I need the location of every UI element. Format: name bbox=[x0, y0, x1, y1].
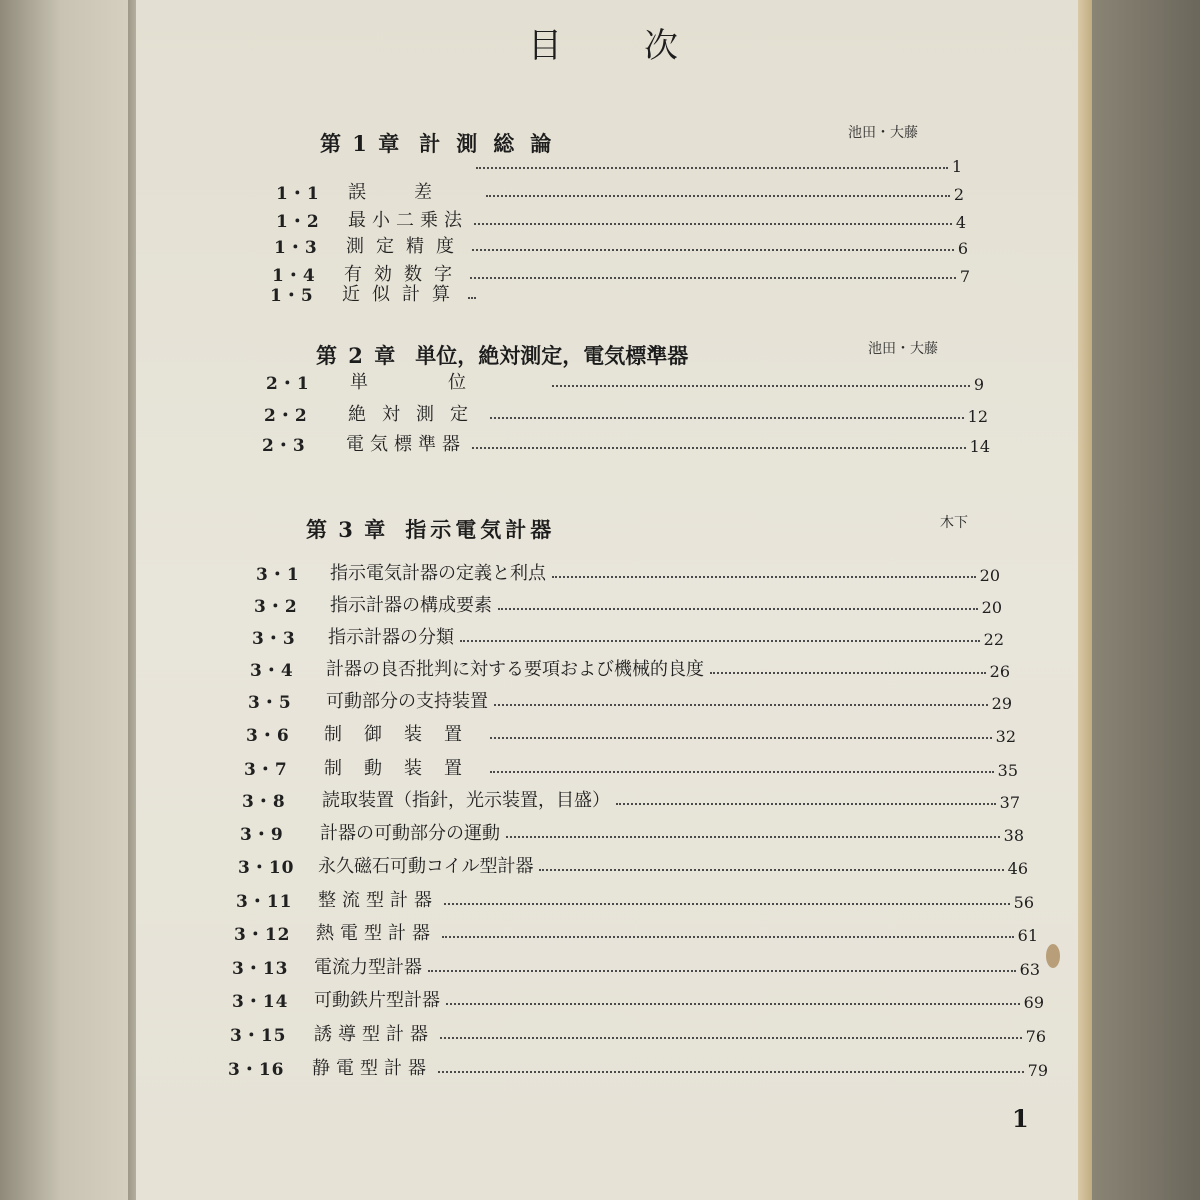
leader-dots bbox=[539, 868, 1003, 871]
page-number: 12 bbox=[967, 407, 988, 426]
leader-dots bbox=[494, 703, 988, 706]
page-number: 79 bbox=[1027, 1061, 1048, 1080]
leader-dots bbox=[490, 416, 964, 419]
page-number: 7 bbox=[959, 267, 970, 286]
page-number: 26 bbox=[989, 662, 1010, 681]
page-number: 37 bbox=[999, 793, 1020, 812]
toc-row-chapter-1-start[interactable] bbox=[470, 148, 962, 176]
section-number: 1・1 bbox=[276, 184, 320, 204]
section-number: 3・4 bbox=[250, 661, 294, 681]
leader-dots bbox=[474, 222, 952, 225]
page-number: 4 bbox=[955, 213, 966, 232]
leader-dots bbox=[498, 607, 978, 610]
toc-row[interactable] bbox=[254, 589, 1002, 617]
page-number: 61 bbox=[1017, 926, 1038, 945]
background bbox=[1092, 0, 1200, 1200]
section-title: 絶対測定 bbox=[348, 404, 484, 425]
section-number: 3・15 bbox=[230, 1026, 287, 1046]
leader-dots bbox=[552, 575, 976, 578]
chapter-title: 計測総論 bbox=[419, 131, 568, 156]
section-number: 3・11 bbox=[236, 892, 293, 912]
page-number: 63 bbox=[1019, 960, 1040, 979]
page-title: 目次 bbox=[528, 26, 760, 66]
leader-dots bbox=[486, 194, 950, 197]
toc-row[interactable] bbox=[250, 653, 1010, 681]
page-number: 29 bbox=[991, 694, 1012, 713]
leader-dots bbox=[476, 166, 948, 169]
toc-row[interactable] bbox=[270, 278, 480, 306]
toc-row[interactable] bbox=[246, 718, 1016, 746]
section-title: 読取装置（指針，光示装置，目盛） bbox=[322, 790, 610, 811]
section-title: 指示電気計器の定義と利点 bbox=[330, 563, 546, 584]
section-number: 1・2 bbox=[276, 212, 320, 232]
section-number: 3・7 bbox=[244, 760, 288, 780]
toc-row[interactable] bbox=[232, 984, 1044, 1012]
leader-dots bbox=[446, 1002, 1020, 1005]
section-number: 2・3 bbox=[262, 436, 306, 456]
leader-dots bbox=[616, 802, 996, 805]
section-title: 静電型計器 bbox=[312, 1058, 432, 1079]
page-number: 14 bbox=[969, 437, 990, 456]
section-title: 可動鉄片型計器 bbox=[314, 990, 440, 1011]
toc-row[interactable] bbox=[234, 917, 1038, 945]
toc-row[interactable] bbox=[252, 621, 1004, 649]
toc-row[interactable] bbox=[232, 951, 1040, 979]
page-number: 6 bbox=[957, 239, 968, 258]
leader-dots bbox=[472, 446, 966, 449]
page-number: 22 bbox=[983, 630, 1004, 649]
section-number: 2・1 bbox=[266, 374, 310, 394]
chapter-title: 単位，絶対測定，電気標準器 bbox=[415, 343, 689, 368]
page-edge bbox=[1078, 0, 1092, 1200]
section-title: 誘導型計器 bbox=[314, 1024, 434, 1045]
leader-dots bbox=[710, 671, 986, 674]
leader-dots bbox=[440, 1036, 1022, 1039]
chapter-number: 第 1 章 bbox=[320, 131, 402, 156]
toc-row[interactable] bbox=[276, 204, 966, 232]
chapter-2-author: 池田・大藤 bbox=[868, 341, 938, 357]
section-number: 3・13 bbox=[232, 959, 289, 979]
toc-row[interactable] bbox=[256, 557, 1000, 585]
section-title: 近似計算 bbox=[342, 284, 462, 305]
page-folio: 1 bbox=[1012, 1104, 1029, 1133]
page-number: 9 bbox=[973, 375, 984, 394]
section-title: 測定精度 bbox=[346, 236, 466, 257]
toc-row[interactable] bbox=[262, 428, 990, 456]
leader-dots bbox=[552, 384, 970, 387]
section-title: 指示計器の分類 bbox=[328, 627, 454, 648]
section-title: 永久磁石可動コイル型計器 bbox=[318, 856, 534, 877]
section-number: 3・10 bbox=[238, 858, 295, 878]
chapter-3-author: 木下 bbox=[940, 515, 968, 531]
page-number: 1 bbox=[951, 157, 962, 176]
section-title: 制御装置 bbox=[324, 724, 484, 745]
chapter-3-heading bbox=[306, 514, 555, 544]
section-number: 1・3 bbox=[274, 238, 318, 258]
section-number: 3・2 bbox=[254, 597, 298, 617]
toc-row[interactable] bbox=[230, 1018, 1046, 1046]
leader-dots bbox=[428, 969, 1016, 972]
page-number: 76 bbox=[1025, 1027, 1046, 1046]
toc-row[interactable] bbox=[266, 366, 984, 394]
section-number: 3・3 bbox=[252, 629, 296, 649]
page-number: 32 bbox=[995, 727, 1016, 746]
page-number: 69 bbox=[1023, 993, 1044, 1012]
left-page bbox=[0, 0, 135, 1200]
section-number: 3・14 bbox=[232, 992, 289, 1012]
page-number: 20 bbox=[981, 598, 1002, 617]
leader-dots bbox=[472, 248, 954, 251]
section-number: 3・8 bbox=[242, 792, 286, 812]
page-number: 38 bbox=[1003, 826, 1024, 845]
section-number: 1・5 bbox=[270, 286, 314, 306]
leader-dots bbox=[444, 902, 1010, 905]
section-number: 3・16 bbox=[228, 1060, 285, 1080]
section-title: 電気標準器 bbox=[346, 434, 466, 455]
leader-dots bbox=[506, 835, 1000, 838]
section-title: 制動装置 bbox=[324, 758, 484, 779]
toc-row[interactable] bbox=[248, 685, 1012, 713]
toc-row[interactable] bbox=[276, 176, 964, 204]
leader-dots bbox=[470, 276, 956, 279]
section-title: 指示計器の構成要素 bbox=[330, 595, 492, 616]
toc-row[interactable] bbox=[236, 884, 1034, 912]
leader-dots bbox=[438, 1070, 1024, 1073]
toc-row[interactable] bbox=[274, 230, 968, 258]
page-number: 56 bbox=[1013, 893, 1034, 912]
section-title: 最小二乗法 bbox=[348, 210, 468, 231]
toc-row[interactable] bbox=[242, 784, 1020, 812]
chapter-title: 指示電気計器 bbox=[405, 517, 556, 542]
chapter-number: 第 3 章 bbox=[306, 517, 388, 542]
page-number: 2 bbox=[953, 185, 964, 204]
section-number: 3・12 bbox=[234, 925, 291, 945]
leader-dots bbox=[468, 296, 476, 299]
section-number: 1・4 bbox=[272, 266, 316, 286]
section-title: 誤差 bbox=[348, 182, 480, 203]
toc-row[interactable] bbox=[238, 850, 1028, 878]
section-title: 熱電型計器 bbox=[316, 923, 436, 944]
section-number: 3・6 bbox=[246, 726, 290, 746]
section-title: 計器の良否批判に対する要項および機械的良度 bbox=[326, 659, 704, 680]
page-number: 20 bbox=[979, 566, 1000, 585]
paper-stain bbox=[1046, 944, 1060, 968]
section-title: 整流型計器 bbox=[318, 890, 438, 911]
section-title: 計器の可動部分の運動 bbox=[320, 823, 500, 844]
section-title: 有効数字 bbox=[344, 264, 464, 285]
section-number: 3・9 bbox=[240, 825, 284, 845]
page-number: 35 bbox=[997, 761, 1018, 780]
leader-dots bbox=[490, 770, 994, 773]
toc-row[interactable] bbox=[264, 398, 988, 426]
toc-row[interactable] bbox=[228, 1052, 1048, 1080]
section-title: 電流力型計器 bbox=[314, 957, 422, 978]
section-title: 単位 bbox=[350, 372, 546, 393]
leader-dots bbox=[490, 736, 992, 739]
section-title: 可動部分の支持装置 bbox=[326, 691, 488, 712]
section-number: 3・1 bbox=[256, 565, 300, 585]
chapter-1-author: 池田・大藤 bbox=[848, 125, 918, 141]
section-number: 3・5 bbox=[248, 693, 292, 713]
toc-row[interactable] bbox=[240, 817, 1024, 845]
section-number: 2・2 bbox=[264, 406, 308, 426]
leader-dots bbox=[442, 935, 1014, 938]
leader-dots bbox=[460, 639, 980, 642]
page-number: 46 bbox=[1007, 859, 1028, 878]
toc-row[interactable] bbox=[244, 752, 1018, 780]
chapter-number: 第 2 章 bbox=[316, 343, 398, 368]
